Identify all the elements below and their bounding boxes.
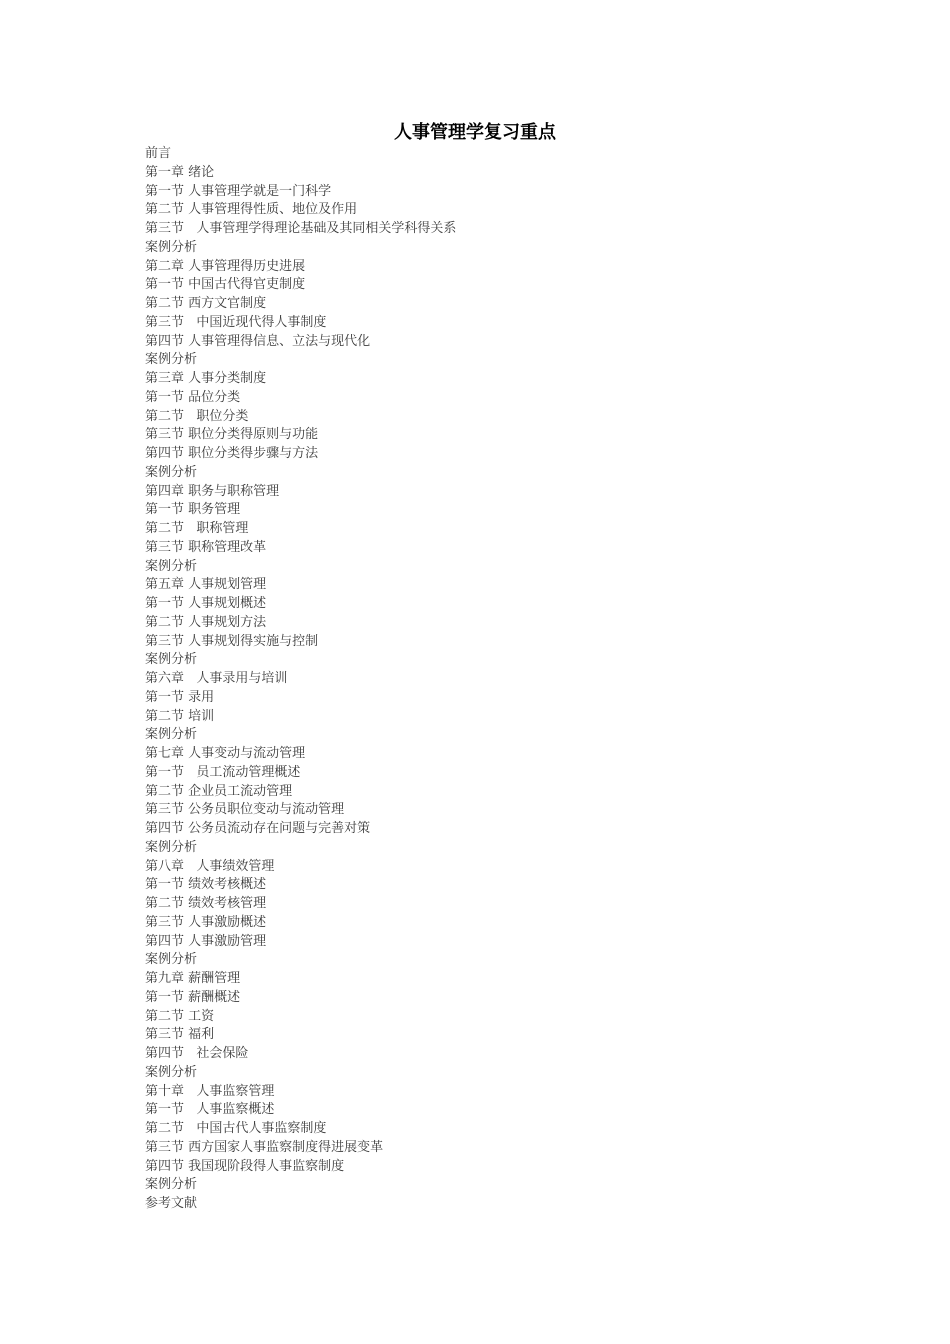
toc-line: 第二章 人事管理得历史进展 <box>145 258 306 274</box>
toc-line: 第二节 人事管理得性质、地位及作用 <box>145 202 358 218</box>
toc-line: 第一节 绩效考核概述 <box>145 877 267 893</box>
toc-line: 第一节 职务管理 <box>145 502 241 518</box>
toc-line: 第三节 中国近现代得人事制度 <box>145 314 327 330</box>
table-of-contents <box>145 145 456 1214</box>
toc-line: 参考文献 <box>145 1196 198 1211</box>
toc-line: 第三节 人事管理学得理论基础及其同相关学科得关系 <box>145 221 457 236</box>
toc-line: 第四节 社会保险 <box>145 1046 249 1061</box>
toc-line: 案例分析 <box>145 1064 198 1080</box>
toc-line: 第三节 福利 <box>145 1027 215 1043</box>
toc-line: 第七章 人事变动与流动管理 <box>145 746 306 761</box>
toc-line: 案例分析 <box>145 464 198 480</box>
document-title: 人事管理学复习重点 <box>394 122 556 143</box>
toc-line: 第四节 公务员流动存在问题与完善对策 <box>145 821 371 836</box>
toc-line: 第二节 人事规划方法 <box>145 614 267 630</box>
toc-line: 第四节 我国现阶段得人事监察制度 <box>145 1158 345 1174</box>
toc-line: 第四节 人事管理得信息、立法与现代化 <box>145 333 371 349</box>
toc-line: 第三节 职称管理改革 <box>145 539 267 555</box>
toc-line: 第一节 员工流动管理概述 <box>145 764 301 780</box>
toc-line: 第九章 薪酬管理 <box>145 971 241 986</box>
toc-line: 第四节 职位分类得步骤与方法 <box>145 446 319 461</box>
toc-line: 第三节 人事激励概述 <box>145 914 267 930</box>
toc-line: 第一章 绪论 <box>145 164 215 180</box>
toc-line: 第一节 录用 <box>145 689 215 705</box>
toc-line: 案例分析 <box>145 952 198 968</box>
toc-line: 第一节 人事规划概述 <box>145 596 267 611</box>
toc-line: 第二节 工资 <box>145 1008 215 1024</box>
toc-line: 第四章 职务与职称管理 <box>145 483 280 499</box>
toc-line: 第二节 职称管理 <box>145 521 249 536</box>
toc-line: 案例分析 <box>145 727 198 743</box>
toc-line: 第二节 西方文官制度 <box>145 296 267 311</box>
toc-line: 第五章 人事规划管理 <box>145 577 267 593</box>
toc-line: 案例分析 <box>145 1177 198 1193</box>
toc-line: 第三节 西方国家人事监察制度得进展变革 <box>145 1139 384 1155</box>
toc-line: 第一节 中国古代得官吏制度 <box>145 277 306 293</box>
toc-line: 第一节 薪酬概述 <box>145 989 241 1005</box>
toc-line: 第三节 公务员职位变动与流动管理 <box>145 802 345 818</box>
toc-line: 第三节 人事规划得实施与控制 <box>145 633 319 649</box>
toc-line: 第二节 绩效考核管理 <box>145 896 267 911</box>
toc-line: 案例分析 <box>145 839 198 855</box>
toc-line: 第一节 人事管理学就是一门科学 <box>145 183 332 199</box>
toc-line: 第二节 企业员工流动管理 <box>145 783 293 799</box>
toc-line: 第四节 人事激励管理 <box>145 933 267 949</box>
toc-line: 案例分析 <box>145 652 198 668</box>
toc-line: 案例分析 <box>145 239 198 255</box>
toc-line: 第二节 培训 <box>145 708 215 724</box>
toc-line: 案例分析 <box>145 352 198 368</box>
toc-line: 案例分析 <box>145 558 198 574</box>
toc-line: 第六章 人事录用与培训 <box>145 671 288 686</box>
toc-line: 第二节 职位分类 <box>145 408 249 424</box>
toc-line: 第一节 品位分类 <box>145 389 241 405</box>
toc-line: 前言 <box>145 146 172 161</box>
toc-line: 第一节 人事监察概述 <box>145 1102 275 1118</box>
toc-line: 第二节 中国古代人事监察制度 <box>145 1121 327 1136</box>
toc-line: 第八章 人事绩效管理 <box>145 858 275 874</box>
toc-line: 第十章 人事监察管理 <box>145 1083 275 1099</box>
toc-line: 第三章 人事分类制度 <box>145 371 267 386</box>
toc-line: 第三节 职位分类得原则与功能 <box>145 427 319 443</box>
